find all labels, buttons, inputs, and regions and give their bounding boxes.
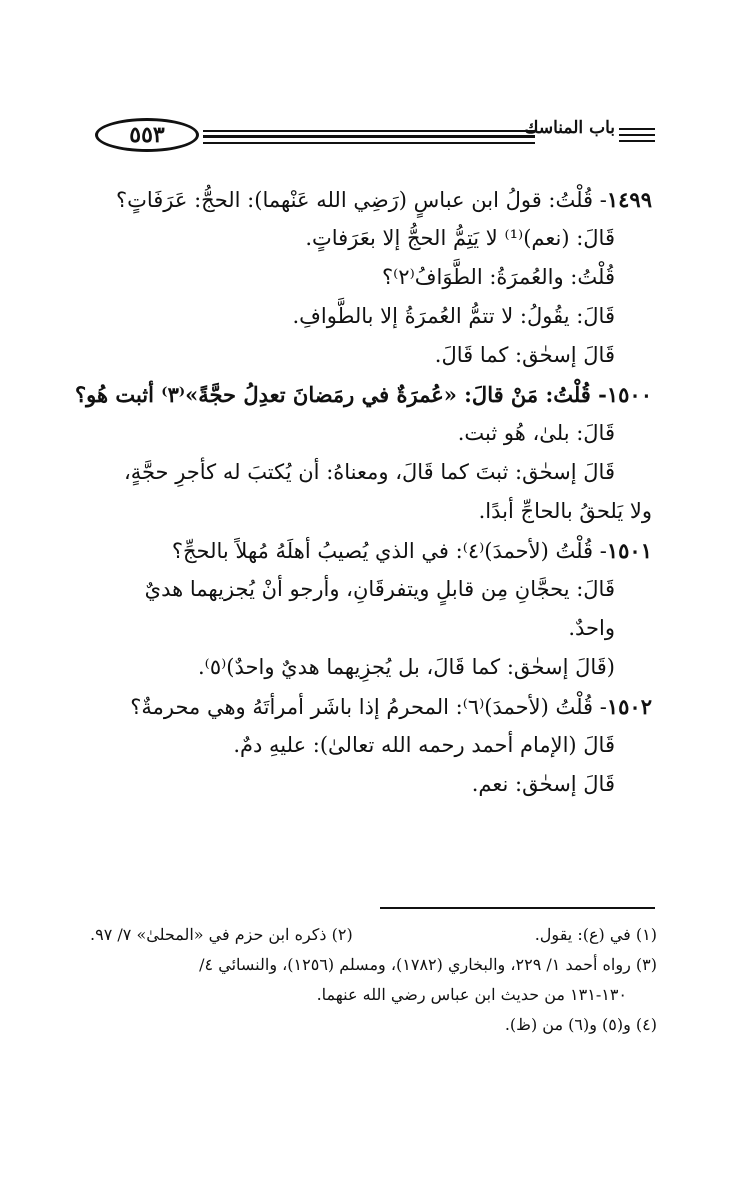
answer-line: قَالَ: يقُولُ: لا تتمُّ العُمرَةُ إلا بالطَّوافِ. xyxy=(292,304,615,328)
entry-question xyxy=(90,180,652,219)
entry-question xyxy=(74,375,652,414)
footnote-row xyxy=(90,920,657,950)
entry-number: ١٥٠١ xyxy=(606,538,652,563)
entry-question xyxy=(90,687,652,726)
answer-continuation: ولا يَلحقُ بالحاجِّ أبدًا. xyxy=(478,499,652,523)
answer-line: قَالَ: بلىٰ، هُو ثبت. xyxy=(457,421,615,445)
question-text: - قُلْتُ (لأحمدَ)⁽٦⁾: المحرمُ إذا باشَر أمرأتَهُ وهي محرمةٌ؟ xyxy=(130,695,607,719)
answer-line: قَالَ إسحٰق: نعم. xyxy=(471,772,615,796)
main-text xyxy=(74,180,652,804)
question-text: - قُلْتُ (لأحمدَ)⁽٤⁾: في الذي يُصيبُ أهلَهُ مُهلاً بالحجِّ؟ xyxy=(171,539,607,563)
page-header xyxy=(85,118,655,158)
page-number: ٥٥٣ xyxy=(95,118,199,152)
answer-line: (قَالَ إسحٰق: كما قَالَ، بل يُجزِيهما هديٌ واحدٌ)⁽٥⁾. xyxy=(198,655,615,679)
footnote-4-5-6: (٤) و(٥) و(٦) من (ظ). xyxy=(504,1015,657,1034)
answer-line: قَالَ: (نعم)⁽¹⁾ لا يَتِمُّ الحجُّ إلا بعَرَفاتٍ. xyxy=(305,226,615,250)
header-ornament xyxy=(619,128,655,146)
footnote-3: (٣) رواه أحمد ١/ ٢٢٩، والبخاري (١٧٨٢)، ومسلم (١٢٥٦)، والنسائي ٤/ xyxy=(199,955,657,974)
answer-line: واحدٌ. xyxy=(568,616,615,640)
question-text: - قُلْتُ: مَنْ قالَ: «عُمرَةٌ في رمَضانَ تعدِلُ حجَّةً»⁽٣⁾ أثبت هُو؟ xyxy=(74,382,607,407)
question-text: - قُلْتُ: قولُ ابن عباسٍ (رَضِي الله عَنْهما): الحجُّ: عَرَفَاتٍ؟ xyxy=(115,188,607,212)
footnote-separator xyxy=(380,907,655,909)
entry-number: ١٥٠٠ xyxy=(606,382,652,407)
entry-number: ١٤٩٩ xyxy=(606,187,652,212)
answer-line: قَالَ إسحٰق: ثبتَ كما قَالَ، ومعناهُ: أن يُكتبَ له كأجرِ حجَّةٍ، xyxy=(123,460,615,484)
footnotes xyxy=(90,920,657,1040)
header-rule xyxy=(203,130,535,132)
answer-line: قَالَ إسحٰق: كما قَالَ. xyxy=(434,343,615,367)
answer-line: قُلْتُ: والعُمرَةُ: الطَّوَافُ⁽٢⁾؟ xyxy=(381,265,615,289)
chapter-title: باب المناسك xyxy=(524,118,615,138)
entry-question xyxy=(90,531,652,570)
footnote-1: (١) في (ع): يقول. xyxy=(534,925,657,944)
header-rule xyxy=(203,135,535,138)
answer-line: قَالَ: يحجَّانِ مِن قابلٍ ويتفرقَانِ، وأرجو أنْ يُجزيهما هديٌ xyxy=(144,577,615,601)
answer-line: قَالَ (الإمام أحمد رحمه الله تعالىٰ): عليهِ دمٌ. xyxy=(233,733,615,757)
footnote-3-continued: ١٣٠-١٣١ من حديث ابن عباس رضي الله عنهما. xyxy=(316,985,627,1004)
header-rule xyxy=(203,142,535,144)
footnote-2: (٢) ذكره ابن حزم في «المحلىٰ» ٧/ ٩٧. xyxy=(90,925,353,944)
entry-number: ١٥٠٢ xyxy=(606,694,652,719)
